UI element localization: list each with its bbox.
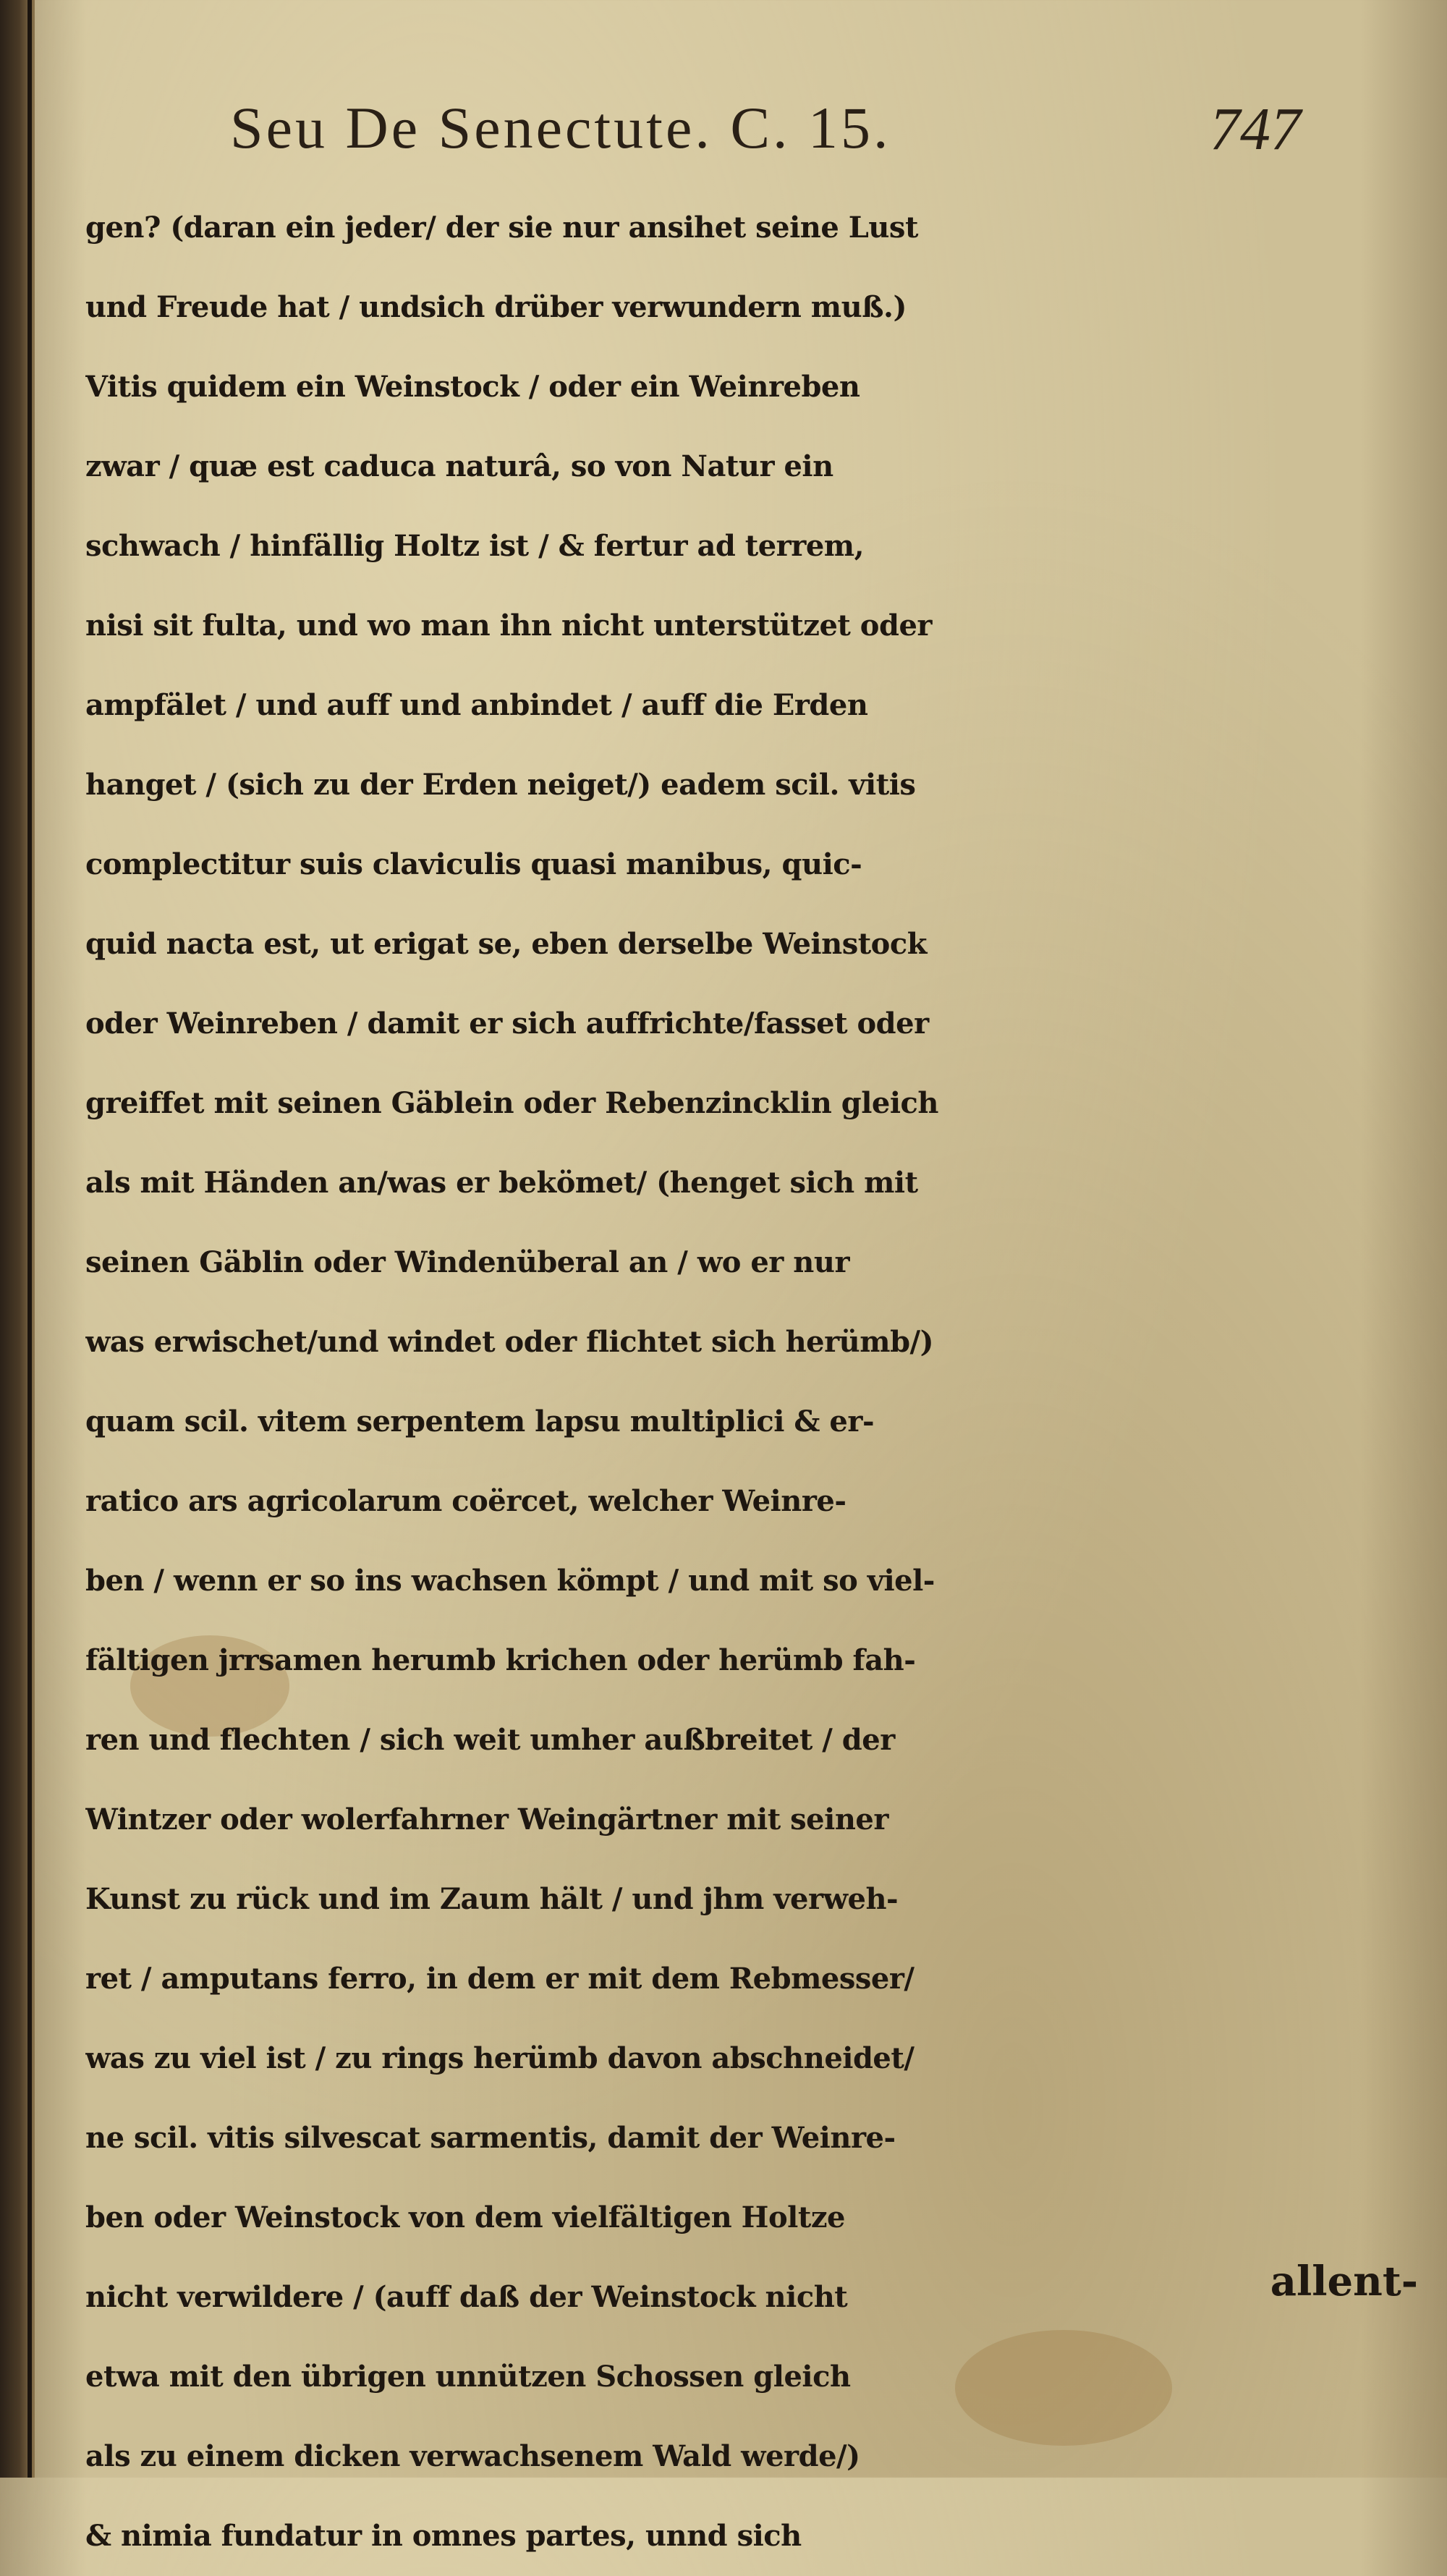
text-line: als zu einem dicken verwachsenem Wald werde/) bbox=[85, 2439, 860, 2473]
text-line: etwa mit den übrigen unnützen Schossen gleich bbox=[85, 2360, 851, 2394]
text-line: quam scil. vitem serpentem lapsu multiplici & er- bbox=[85, 1404, 875, 1439]
text-line: was zu viel ist / zu rings herümb davon abschneidet/ bbox=[85, 2041, 915, 2075]
text-line: complectitur suis claviculis quasi manibus, quic- bbox=[85, 847, 862, 881]
text-line: greiffet mit seinen Gäblein oder Rebenzincklin gleich bbox=[85, 1086, 938, 1120]
body-text bbox=[85, 188, 1315, 2576]
text-line: zwar / quæ est caduca naturâ, so von Natur ein bbox=[85, 449, 833, 483]
text-line: gen? (daran ein jeder/ der sie nur ansihet seine Lust bbox=[85, 211, 918, 245]
text-line: nicht verwildere / (auff daß der Weinstock nicht bbox=[85, 2280, 848, 2314]
text-line: nisi sit fulta, und wo man ihn nicht unterstützet oder bbox=[85, 609, 932, 643]
text-line: oder Weinreben / damit er sich auffrichte/fasset oder bbox=[85, 1007, 929, 1041]
text-line: hanget / (sich zu der Erden neiget/) eadem scil. vitis bbox=[85, 768, 916, 802]
text-line: ampfälet / und auff und anbindet / auff die Erden bbox=[85, 688, 868, 722]
running-title: Seu De Senectute. C. 15. bbox=[230, 95, 891, 161]
text-line: schwach / hinfällig Holtz ist / & fertur ad terrem, bbox=[85, 529, 865, 563]
text-line: ne scil. vitis silvescat sarmentis, damit der Weinre- bbox=[85, 2121, 896, 2155]
text-line: Wintzer oder wolerfahrner Weingärtner mit seiner bbox=[85, 1802, 888, 1836]
catchword: allent- bbox=[1270, 2258, 1418, 2305]
text-line: fältigen jrrsamen herumb krichen oder herümb fah- bbox=[85, 1643, 916, 1677]
text-line: ratico ars agricolarum coërcet, welcher Weinre- bbox=[85, 1484, 846, 1518]
text-line: seinen Gäblin oder Windenüberal an / wo er nur bbox=[85, 1245, 850, 1279]
text-line: & nimia fundatur in omnes partes, unnd sich bbox=[85, 2519, 802, 2553]
book-page bbox=[85, 80, 1315, 2576]
text-line: als mit Händen an/was er bekömet/ (henget sich mit bbox=[85, 1166, 918, 1200]
text-line: ben oder Weinstock von dem vielfältigen Holtze bbox=[85, 2200, 845, 2234]
text-line: was erwischet/und windet oder flichtet sich herümb/) bbox=[85, 1325, 934, 1359]
page-header bbox=[85, 80, 1315, 188]
text-line: ren und flechten / sich weit umher außbreitet / der bbox=[85, 1723, 895, 1757]
text-line: Vitis quidem ein Weinstock / oder ein Weinreben bbox=[85, 370, 860, 404]
text-line: quid nacta est, ut erigat se, eben derselbe Weinstock bbox=[85, 927, 927, 961]
text-line: ben / wenn er so ins wachsen kömpt / und mit so viel- bbox=[85, 1564, 935, 1598]
text-line: und Freude hat / undsich drüber verwundern muß.) bbox=[85, 290, 907, 324]
text-line: Kunst zu rück und im Zaum hält / und jhm verweh- bbox=[85, 1882, 899, 1916]
page-number: 747 bbox=[1210, 96, 1301, 163]
binding-edge bbox=[27, 0, 32, 2478]
text-line: ret / amputans ferro, in dem er mit dem Rebmesser/ bbox=[85, 1962, 915, 1996]
